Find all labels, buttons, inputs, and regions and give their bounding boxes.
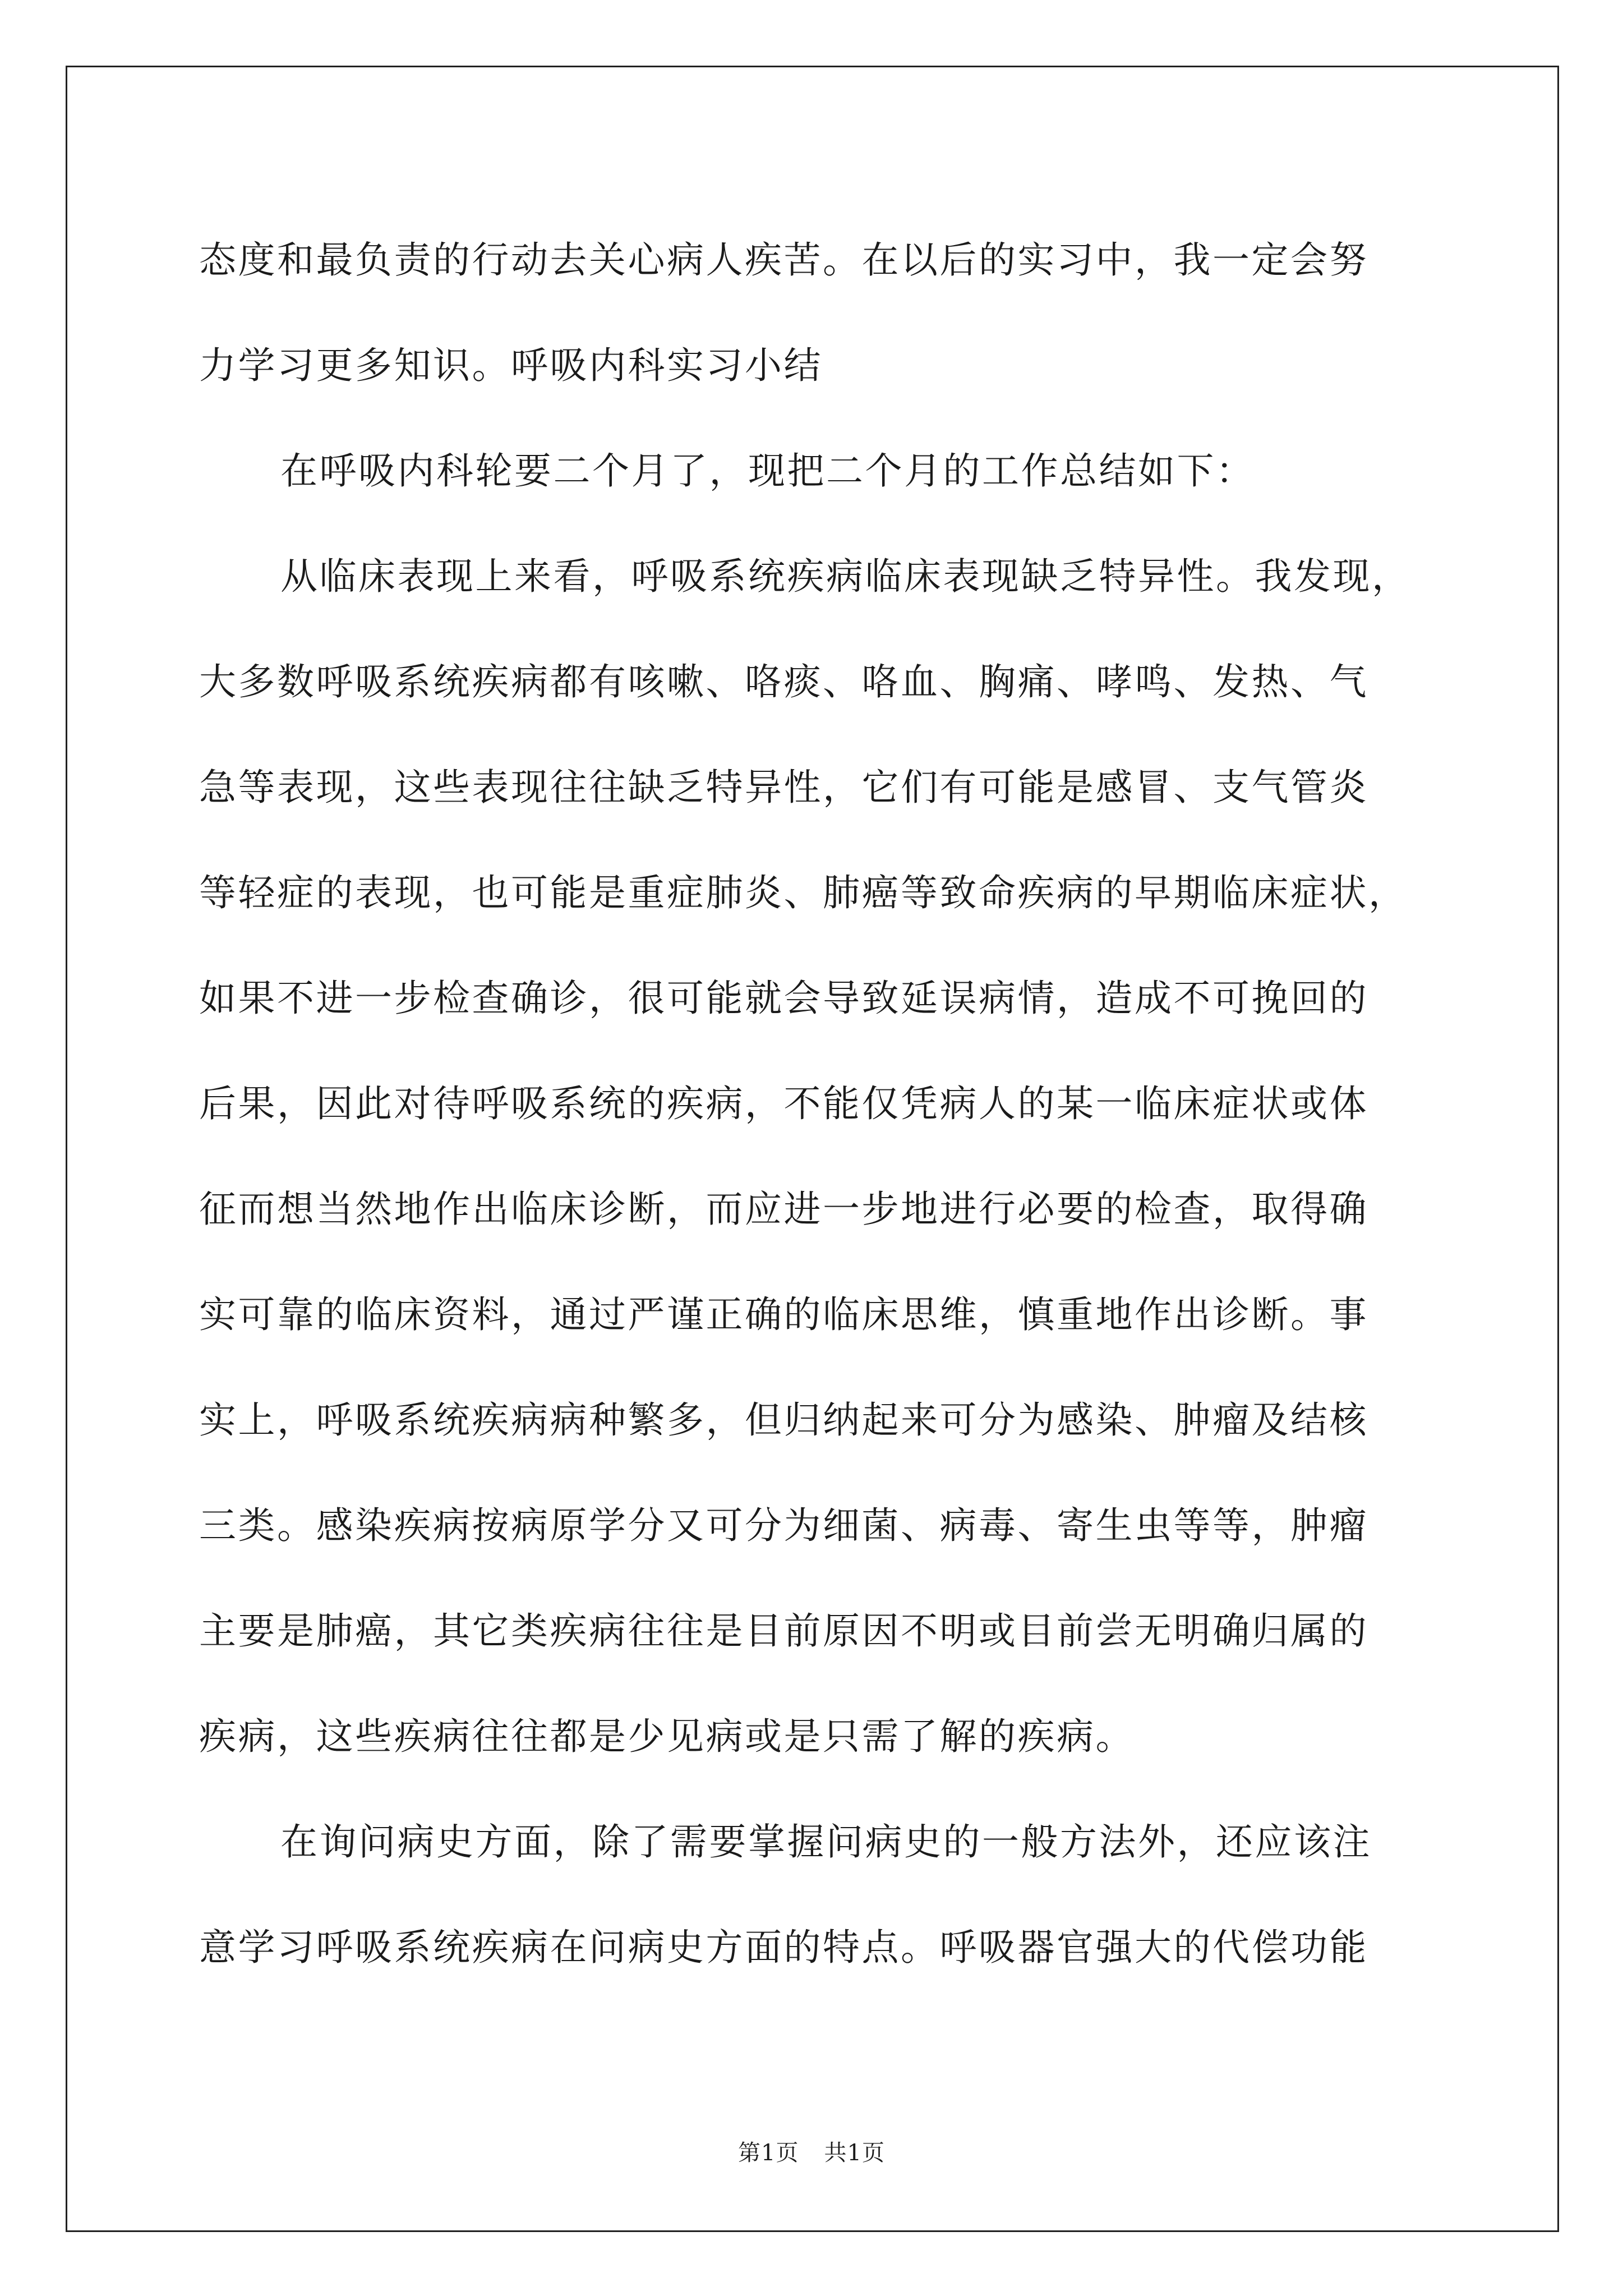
page-footer bbox=[0, 2135, 1623, 2167]
page-number-total: 共1页 bbox=[824, 2140, 885, 2166]
text-line: 实可靠的临床资料，通过严谨正确的临床思维，慎重地作出诊断。事 bbox=[199, 1293, 1368, 1336]
text-line: 实上，呼吸系统疾病病种繁多，但归纳起来可分为感染、肿瘤及结核 bbox=[199, 1398, 1368, 1442]
text-line: 主要是肺癌，其它类疾病往往是目前原因不明或目前尝无明确归属的 bbox=[199, 1609, 1368, 1653]
text-line: 征而想当然地作出临床诊断，而应进一步地进行必要的检查，取得确 bbox=[199, 1188, 1368, 1231]
text-line: 在询问病史方面，除了需要掌握问病史的一般方法外，还应该注 bbox=[280, 1820, 1372, 1864]
text-line: 意学习呼吸系统疾病在问病史方面的特点。呼吸器官强大的代偿功能 bbox=[199, 1926, 1368, 1969]
page-number-current: 第1页 bbox=[738, 2140, 799, 2166]
text-line: 疾病，这些疾病往往都是少见病或是只需了解的疾病。 bbox=[199, 1715, 1135, 1758]
document-body bbox=[199, 208, 1433, 2000]
text-line: 在呼吸内科轮要二个月了，现把二个月的工作总结如下： bbox=[280, 449, 1255, 493]
text-line: 大多数呼吸系统疾病都有咳嗽、咯痰、咯血、胸痛、哮鸣、发热、气 bbox=[199, 660, 1368, 703]
text-line: 三类。感染疾病按病原学分又可分为细菌、病毒、寄生虫等等，肿瘤 bbox=[199, 1504, 1368, 1547]
text-line: 态度和最负责的行动去关心病人疾苦。在以后的实习中，我一定会努 bbox=[199, 238, 1368, 282]
text-line: 如果不进一步检查确诊，很可能就会导致延误病情，造成不可挽回的 bbox=[199, 977, 1368, 1020]
text-line: 急等表现，这些表现往往缺乏特异性，它们有可能是感冒、支气管炎 bbox=[199, 766, 1368, 809]
text-line: 从临床表现上来看，呼吸系统疾病临床表现缺乏特异性。我发现， bbox=[280, 555, 1411, 598]
text-line: 后果，因此对待呼吸系统的疾病，不能仅凭病人的某一临床症状或体 bbox=[199, 1082, 1368, 1125]
text-line: 等轻症的表现，也可能是重症肺炎、肺癌等致命疾病的早期临床症状， bbox=[199, 871, 1408, 914]
text-line: 力学习更多知识。呼吸内科实习小结 bbox=[199, 344, 823, 387]
